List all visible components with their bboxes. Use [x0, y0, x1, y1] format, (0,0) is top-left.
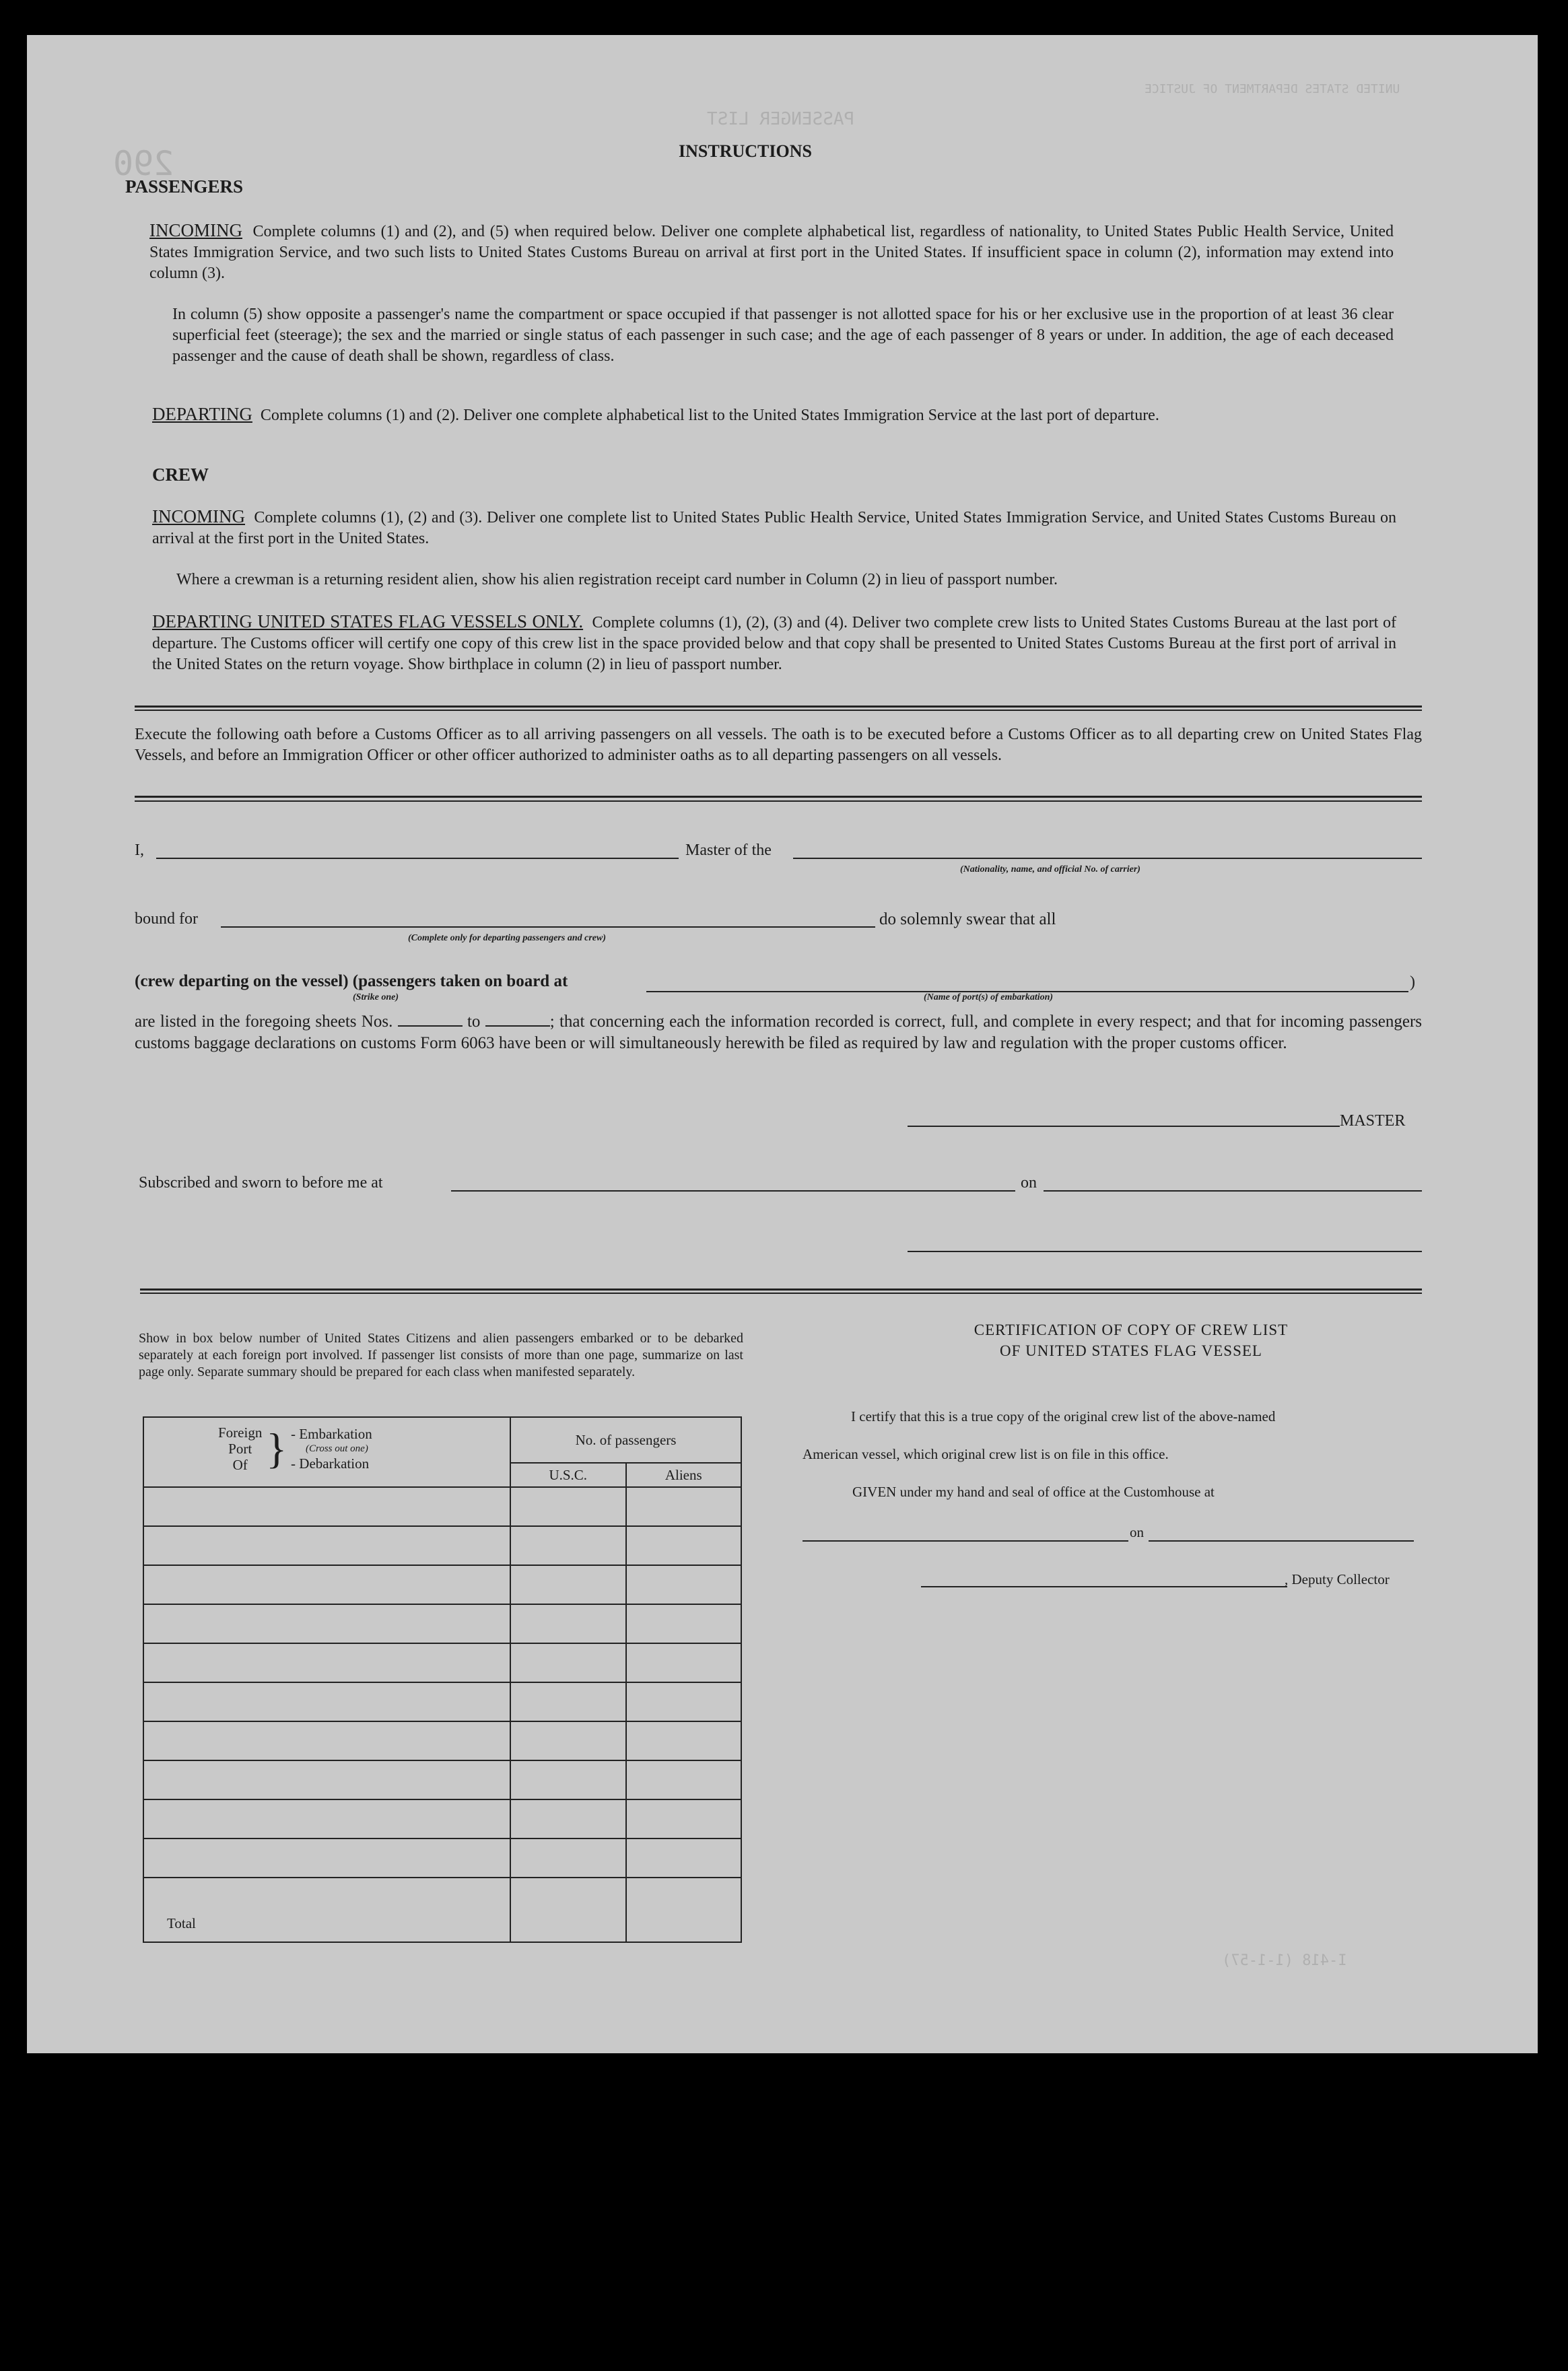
port-cell[interactable] [143, 1839, 510, 1878]
master-of-label: Master of the [685, 841, 772, 859]
execute-paragraph: Execute the following oath before a Customs Officer as to all arriving passengers on all vessels. The oath is to be executed before a Customs Officer as to all departing crew on United States Flag Vessels, and before an Immigration Officer or other officer authorized to administer oaths as to all departing passengers on all vessels. [135, 726, 1422, 764]
crew-departing-option: (crew departing on the vessel) [135, 972, 349, 990]
aliens-cell[interactable] [626, 1604, 742, 1643]
aliens-cell[interactable] [626, 1565, 742, 1604]
passengers-departing-paragraph [152, 404, 1396, 426]
column5-paragraph: In column (5) show opposite a passenger's name the compartment or space occupied if that passenger is not allotted space for his or her exclusive use in the proportion of at least 36 clear superficial feet (steerage); the sex and the married or single status of each passenger in such case; and the age of each passenger of 8 years or under. In addition, the age of each deceased passenger and the cause of death shall be shown, regardless of class. [172, 306, 1394, 365]
certification-heading-line2: OF UNITED STATES FLAG VESSEL [1000, 1342, 1262, 1359]
bleed-through-top-right: UNITED STATES DEPARTMENT OF JUSTICE [1145, 82, 1400, 96]
port-cell[interactable] [143, 1643, 510, 1682]
usc-cell[interactable] [510, 1643, 625, 1682]
bleed-through-sheet-no: 290 [113, 144, 174, 183]
usc-cell[interactable] [510, 1604, 625, 1643]
strike-caption: (Strike one) [353, 992, 399, 1002]
total-aliens-cell[interactable] [626, 1878, 742, 1942]
i-label: I, [135, 841, 144, 859]
passengers-departing-text: Complete columns (1) and (2). Deliver one complete alphabetical list to the United States Immigration Service at the last port of departure. [260, 407, 1159, 424]
passengers-incoming-text: Complete columns (1) and (2), and (5) when required below. Deliver one complete alphabetical list, regardless of nationality, to United States Public Health Service, United States Immigration Service, and two such lists to United States Customs Bureau on arrival at first port in the United States. If insufficient space in column (2), information may extend into column (3). [149, 223, 1394, 282]
master-name-field[interactable] [156, 858, 679, 859]
crew-incoming-label: INCOMING [152, 506, 245, 526]
deputy-collector-label: , Deputy Collector [1285, 1571, 1390, 1587]
bleed-through-top-center: PASSENGER LIST [707, 109, 855, 129]
certification-heading [868, 1319, 1394, 1361]
certification-heading-line1: CERTIFICATION OF COPY OF CREW LIST [974, 1321, 1289, 1338]
passengers-incoming-label: INCOMING [149, 220, 242, 240]
port-cell[interactable] [143, 1526, 510, 1565]
port-word: Port [228, 1441, 252, 1457]
document-page [27, 35, 1538, 2053]
bound-for-field[interactable] [221, 926, 875, 928]
usc-cell[interactable] [510, 1839, 625, 1878]
usc-header: U.S.C. [510, 1463, 625, 1487]
customhouse-field[interactable] [803, 1540, 1128, 1542]
sheet-to-field[interactable] [485, 1013, 550, 1027]
usc-cell[interactable] [510, 1721, 625, 1760]
debarkation-label: - Debarkation [291, 1455, 370, 1472]
aliens-cell[interactable] [626, 1799, 742, 1839]
foreign-port-header [143, 1417, 510, 1487]
sheets-paragraph [135, 1011, 1422, 1054]
crew-incoming-paragraph [152, 506, 1396, 549]
divider-double-mid-b [135, 800, 1422, 802]
carrier-caption: (Nationality, name, and official No. of carrier) [960, 864, 1140, 874]
swear-label: do solemnly swear that all [879, 910, 1056, 928]
embarkation-label: - Embarkation [291, 1426, 372, 1442]
port-cell[interactable] [143, 1565, 510, 1604]
aliens-cell[interactable] [626, 1760, 742, 1799]
passengers-departing-label: DEPARTING [152, 404, 252, 424]
divider-double-mid-a [135, 796, 1422, 798]
passenger-summary-table [143, 1416, 742, 1943]
usc-cell[interactable] [510, 1760, 625, 1799]
crew-departing-label: DEPARTING UNITED STATES FLAG VESSELS ONLY. [152, 611, 584, 631]
bleed-through-form-no: I-418 (1-1-57) [1222, 1952, 1347, 1969]
divider-double-top-b [135, 710, 1422, 711]
no-of-passengers-header: No. of passengers [510, 1417, 741, 1463]
crew-departing-paragraph [152, 611, 1396, 675]
master-label: MASTER [1340, 1112, 1406, 1130]
subscribed-on-label: on [1021, 1174, 1037, 1192]
officer-signature-field[interactable] [908, 1251, 1422, 1252]
divider-double-bottom-a [140, 1288, 1422, 1291]
subscribed-date-field[interactable] [1044, 1190, 1422, 1192]
certify-line1: I certify that this is a true copy of the original crew list of the above-named [851, 1408, 1276, 1424]
cross-out-caption: (Cross out one) [306, 1443, 368, 1454]
carrier-field[interactable] [793, 858, 1422, 859]
port-cell[interactable] [143, 1799, 510, 1839]
aliens-cell[interactable] [626, 1839, 742, 1878]
aliens-cell[interactable] [626, 1721, 742, 1760]
aliens-cell[interactable] [626, 1682, 742, 1721]
port-cell[interactable] [143, 1760, 510, 1799]
passengers-incoming-paragraph [149, 220, 1394, 284]
port-cell[interactable] [143, 1487, 510, 1526]
sheets-label: are listed in the foregoing sheets Nos. [135, 1012, 393, 1031]
divider-double-bottom-b [140, 1293, 1422, 1294]
given-line: GIVEN under my hand and seal of office at the Customhouse at [852, 1484, 1215, 1500]
crew-departing-text: Complete columns (1), (2), (3) and (4). Deliver two complete crew lists to United States Customs Bureau at the last port of departure. The Customs officer will certify one copy of this crew list in the space provided below and that copy shall be presented to United States Customs Bureau at the first port of arrival in the United States on the return voyage. Show birthplace in column (2) in lieu of passport number. [152, 614, 1396, 673]
aliens-cell[interactable] [626, 1643, 742, 1682]
port-cell[interactable] [143, 1721, 510, 1760]
divider-double-top-a [135, 706, 1422, 708]
close-paren: ) [1410, 973, 1415, 991]
subscribed-label: Subscribed and sworn to before me at [139, 1174, 383, 1192]
aliens-cell[interactable] [626, 1526, 742, 1565]
certification-on-label: on [1130, 1524, 1144, 1540]
passengers-heading: PASSENGERS [125, 176, 244, 197]
bound-caption: (Complete only for departing passengers and crew) [408, 933, 606, 943]
port-cell[interactable] [143, 1604, 510, 1643]
passengers-option: (passengers taken on board at [352, 972, 568, 990]
crew-incoming-text: Complete columns (1), (2) and (3). Deliver one complete list to United States Public Health Service, United States Immigration Service, and United States Customs Bureau on arrival at the first port in the United States. [152, 509, 1397, 547]
foreign-word: Foreign [218, 1424, 263, 1441]
usc-cell[interactable] [510, 1565, 625, 1604]
subscribed-place-field[interactable] [451, 1190, 1015, 1192]
certification-date-field[interactable] [1149, 1540, 1414, 1542]
header-brace: } [266, 1424, 287, 1472]
crew-heading: CREW [152, 465, 209, 485]
of-word: Of [232, 1457, 248, 1473]
master-signature-field[interactable] [908, 1126, 1340, 1127]
usc-cell[interactable] [510, 1487, 625, 1526]
total-label: Total [143, 1878, 510, 1942]
deputy-collector-signature-field[interactable] [921, 1586, 1287, 1587]
usc-cell[interactable] [510, 1526, 625, 1565]
total-usc-cell[interactable] [510, 1878, 625, 1942]
crewman-paragraph: Where a crewman is a returning resident alien, show his alien registration receipt card number in Column (2) in lieu of passport number. [176, 571, 1058, 588]
certify-line2: American vessel, which original crew list is on file in this office. [803, 1446, 1169, 1462]
port-caption: (Name of port(s) of embarkation) [924, 992, 1054, 1002]
aliens-header: Aliens [626, 1463, 742, 1487]
to-label: to [467, 1012, 481, 1031]
bound-for-label: bound for [135, 910, 198, 928]
usc-cell[interactable] [510, 1799, 625, 1839]
page-title: INSTRUCTIONS [679, 141, 812, 161]
sheet-from-field[interactable] [398, 1013, 463, 1027]
usc-cell[interactable] [510, 1682, 625, 1721]
oath-strike-line [135, 971, 568, 992]
port-cell[interactable] [143, 1682, 510, 1721]
summary-note: Show in box below number of United States Citizens and alien passengers embarked or to be debarked separately at each foreign port involved. If passenger list consists of more than one page, summarize on last page only. Separate summary should be prepared for each class when manifested separately. [139, 1331, 743, 1379]
aliens-cell[interactable] [626, 1487, 742, 1526]
sheets-text: ; that concerning each the information recorded is correct, full, and complete in every respect; and that for incoming passengers customs baggage declarations on customs Form 6063 have been or will simultaneously herewith be filed as required by law and regulation with the proper customs officer. [135, 1012, 1422, 1052]
